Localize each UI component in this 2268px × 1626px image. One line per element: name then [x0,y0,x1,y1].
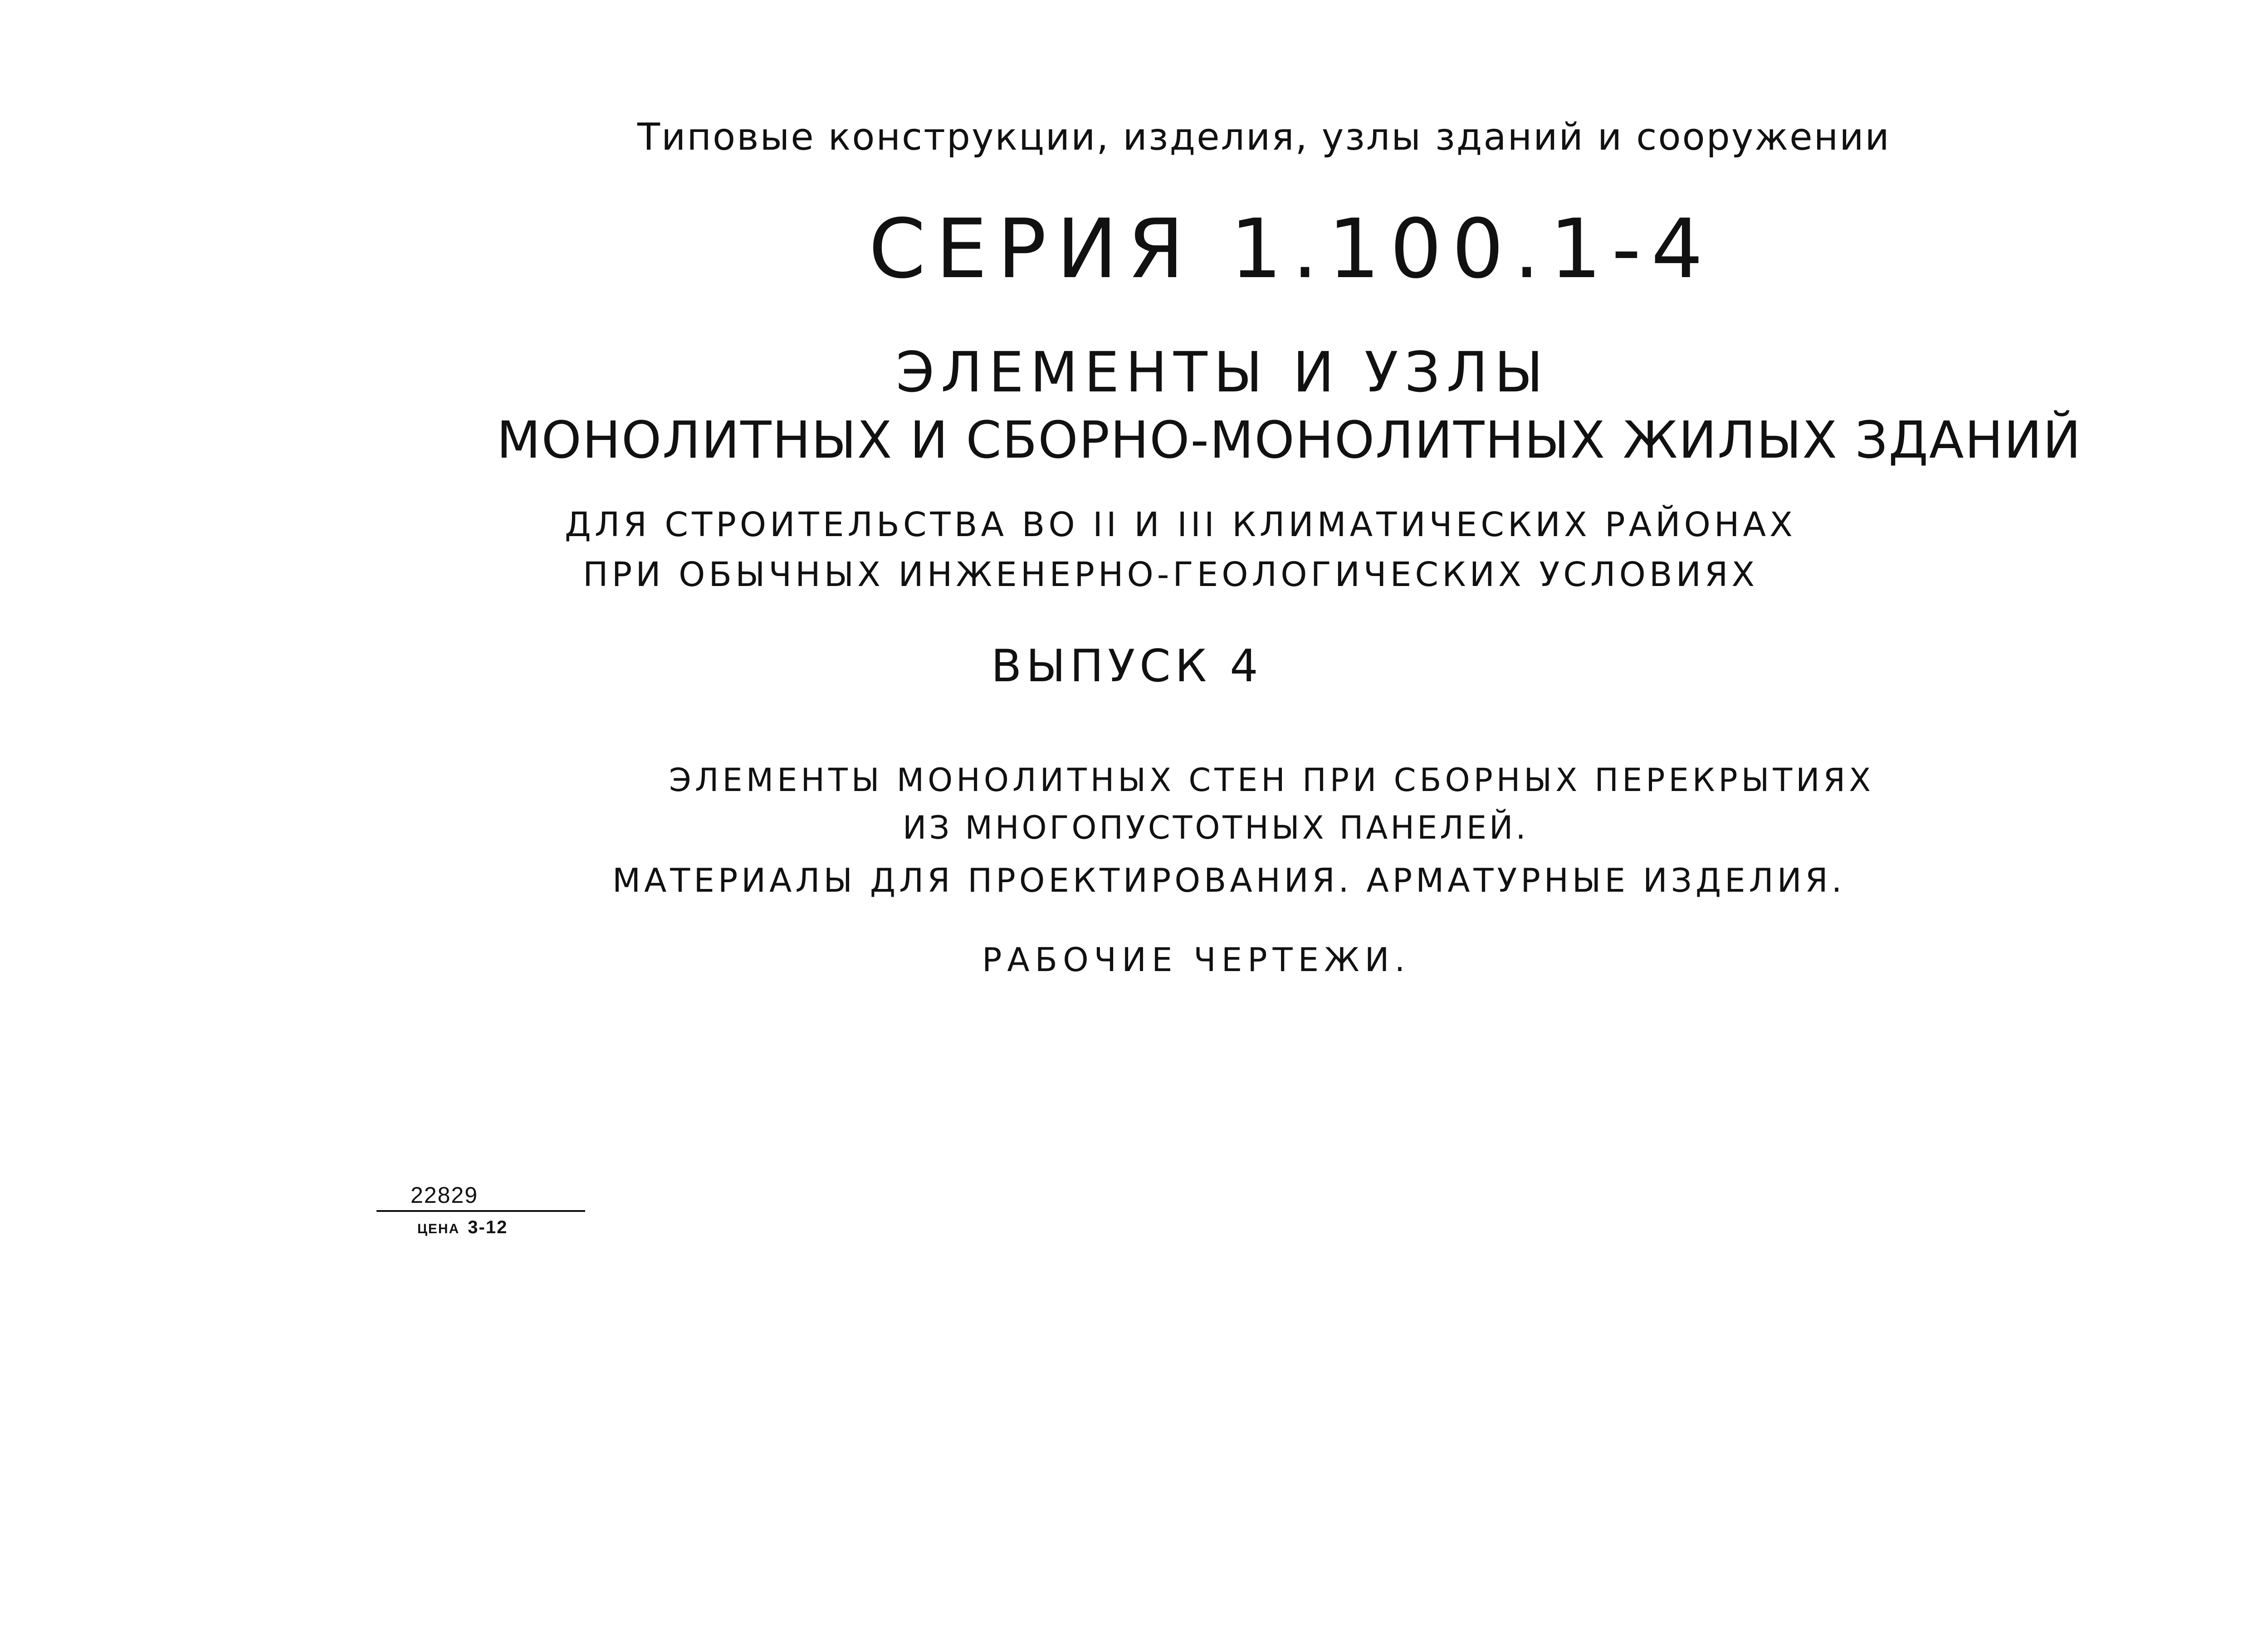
issue-number: ВЫПУСК 4 [991,640,1263,692]
purpose-line-2: ПРИ ОБЫЧНЫХ ИНЖЕНЕРНО-ГЕОЛОГИЧЕСКИХ УСЛОВИЯХ [583,555,1759,594]
price-value: 3-12 [468,1217,508,1237]
series-header-text: Типовые конструкции, изделия, узлы зданий и сооружении [637,116,1891,159]
content-description-line-2: ИЗ МНОГОПУСТОТНЫХ ПАНЕЛЕЙ. [903,809,1529,846]
series-title: СЕРИЯ 1.100.1-4 [869,202,1713,297]
content-description-line-3: МАТЕРИАЛЫ ДЛЯ ПРОЕКТИРОВАНИЯ. АРМАТУРНЫЕ ИЗДЕЛИЯ. [612,861,1846,899]
working-drawings-label: РАБОЧИЕ ЧЕРТЕЖИ. [982,941,1411,979]
catalog-number: 22829 [411,1182,479,1208]
purpose-line-1: ДЛЯ СТРОИТЕЛЬСТВА ВО II И III КЛИМАТИЧЕСКИХ РАЙОНАХ [565,505,1796,544]
price-line [417,1218,585,1236]
document-title-line-1: ЭЛЕМЕНТЫ И УЗЛЫ [896,340,1550,405]
price-label: ЦЕНА [417,1221,460,1236]
catalog-info [376,1184,585,1236]
catalog-divider [376,1210,585,1212]
document-title-line-2: МОНОЛИТНЫХ И СБОРНО-МОНОЛИТНЫХ ЖИЛЫХ ЗДАНИЙ [497,411,2082,470]
content-description-line-1: ЭЛЕМЕНТЫ МОНОЛИТНЫХ СТЕН ПРИ СБОРНЫХ ПЕРЕКРЫТИЯХ [669,762,1875,799]
